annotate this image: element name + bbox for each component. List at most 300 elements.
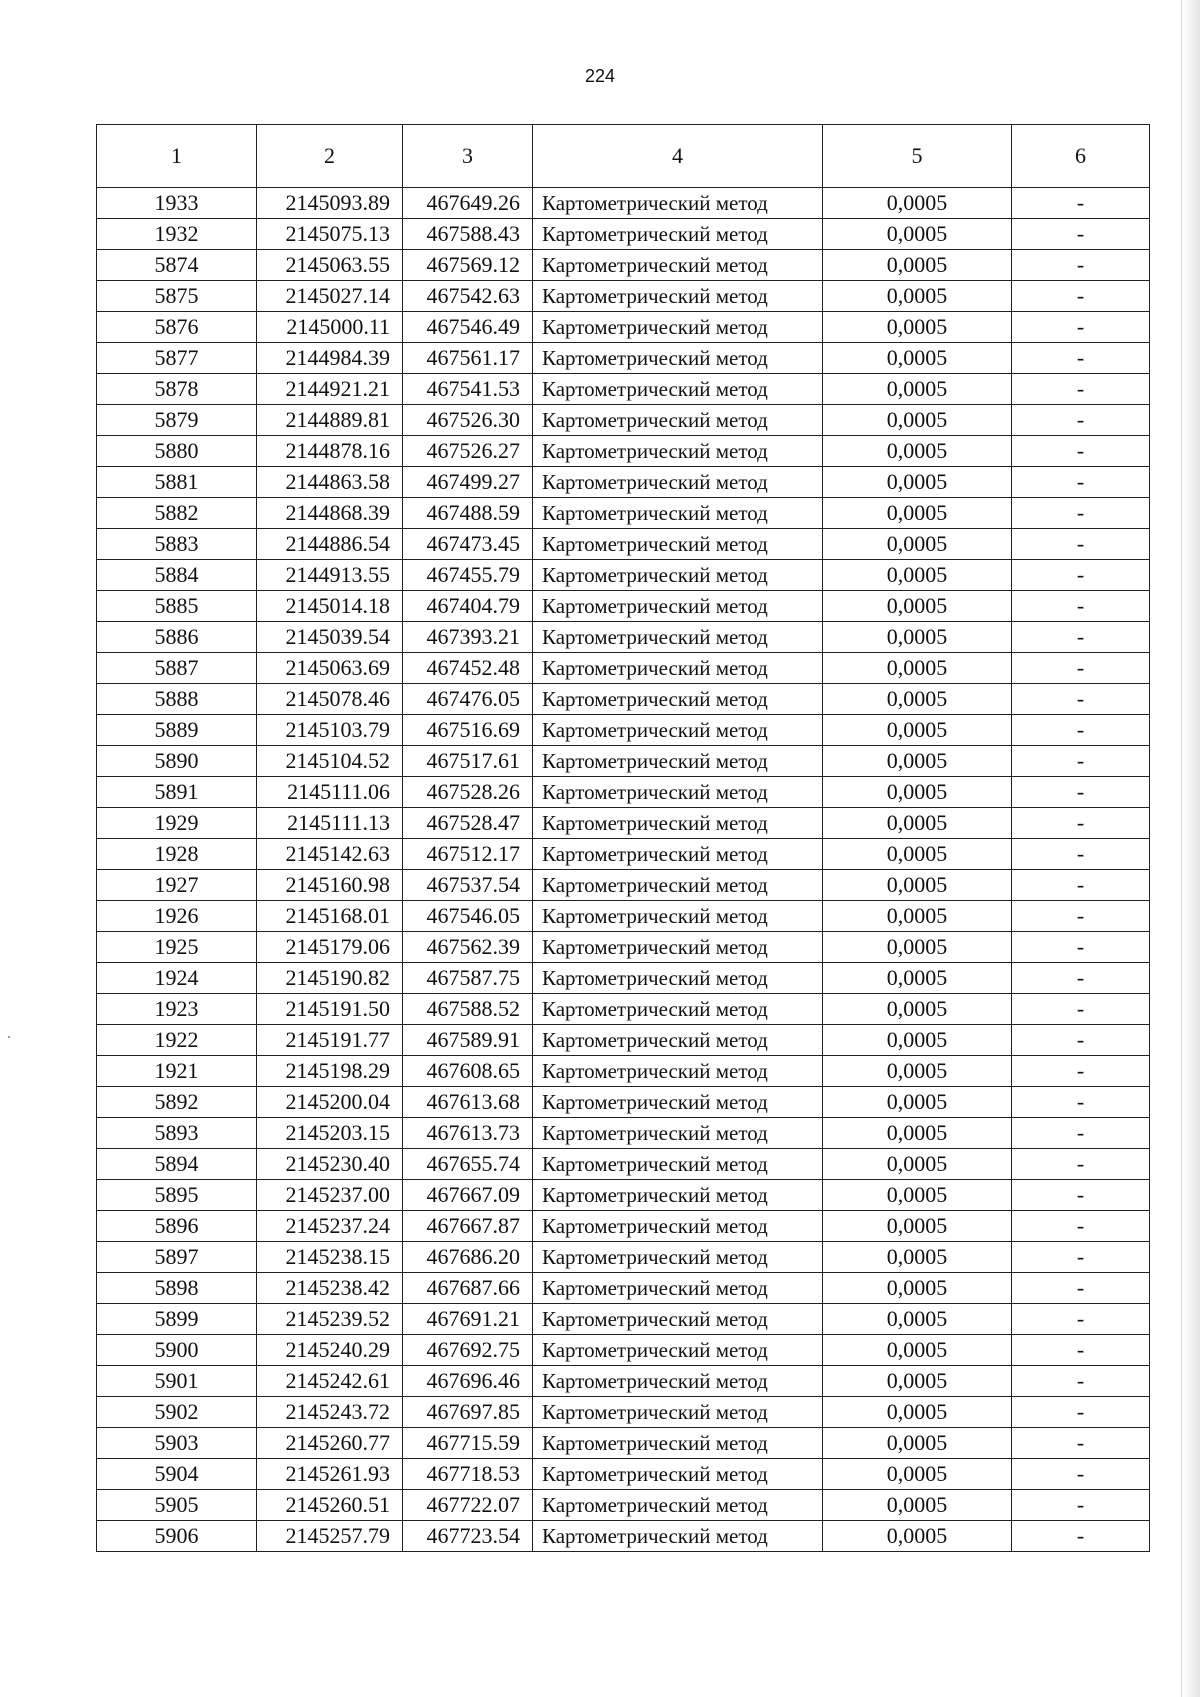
y-coordinate-cell: 467542.63 bbox=[403, 281, 533, 312]
point-number-cell: 5892 bbox=[97, 1087, 257, 1118]
accuracy-cell: 0,0005 bbox=[823, 560, 1012, 591]
point-number-cell: 5895 bbox=[97, 1180, 257, 1211]
x-coordinate-cell: 2144984.39 bbox=[257, 343, 403, 374]
table-row bbox=[97, 1211, 1150, 1242]
note-cell: - bbox=[1012, 684, 1150, 715]
table-row bbox=[97, 808, 1150, 839]
table-row bbox=[97, 653, 1150, 684]
x-coordinate-cell: 2145230.40 bbox=[257, 1149, 403, 1180]
note-cell: - bbox=[1012, 1521, 1150, 1552]
x-coordinate-cell: 2145200.04 bbox=[257, 1087, 403, 1118]
point-number-cell: 5888 bbox=[97, 684, 257, 715]
table-row bbox=[97, 1273, 1150, 1304]
method-cell: Картометрический метод bbox=[533, 250, 823, 281]
point-number-cell: 5883 bbox=[97, 529, 257, 560]
y-coordinate-cell: 467393.21 bbox=[403, 622, 533, 653]
column-header-1: 1 bbox=[97, 125, 257, 188]
note-cell: - bbox=[1012, 1490, 1150, 1521]
table-row bbox=[97, 1428, 1150, 1459]
x-coordinate-cell: 2145260.51 bbox=[257, 1490, 403, 1521]
table-row bbox=[97, 1397, 1150, 1428]
table-row bbox=[97, 467, 1150, 498]
accuracy-cell: 0,0005 bbox=[823, 932, 1012, 963]
x-coordinate-cell: 2145239.52 bbox=[257, 1304, 403, 1335]
accuracy-cell: 0,0005 bbox=[823, 1521, 1012, 1552]
y-coordinate-cell: 467546.05 bbox=[403, 901, 533, 932]
table-row bbox=[97, 1459, 1150, 1490]
note-cell: - bbox=[1012, 870, 1150, 901]
method-cell: Картометрический метод bbox=[533, 1521, 823, 1552]
table-row bbox=[97, 1366, 1150, 1397]
point-number-cell: 1929 bbox=[97, 808, 257, 839]
page-number: 224 bbox=[584, 66, 616, 86]
note-cell: - bbox=[1012, 1056, 1150, 1087]
note-cell: - bbox=[1012, 560, 1150, 591]
accuracy-cell: 0,0005 bbox=[823, 1118, 1012, 1149]
table-row bbox=[97, 901, 1150, 932]
accuracy-cell: 0,0005 bbox=[823, 1428, 1012, 1459]
note-cell: - bbox=[1012, 1304, 1150, 1335]
y-coordinate-cell: 467541.53 bbox=[403, 374, 533, 405]
point-number-cell: 5874 bbox=[97, 250, 257, 281]
x-coordinate-cell: 2145075.13 bbox=[257, 219, 403, 250]
point-number-cell: 5876 bbox=[97, 312, 257, 343]
y-coordinate-cell: 467569.12 bbox=[403, 250, 533, 281]
point-number-cell: 1933 bbox=[97, 188, 257, 219]
method-cell: Картометрический метод bbox=[533, 901, 823, 932]
accuracy-cell: 0,0005 bbox=[823, 1242, 1012, 1273]
x-coordinate-cell: 2145142.63 bbox=[257, 839, 403, 870]
accuracy-cell: 0,0005 bbox=[823, 684, 1012, 715]
accuracy-cell: 0,0005 bbox=[823, 1397, 1012, 1428]
y-coordinate-cell: 467667.09 bbox=[403, 1180, 533, 1211]
table-header-row bbox=[97, 125, 1150, 188]
accuracy-cell: 0,0005 bbox=[823, 498, 1012, 529]
accuracy-cell: 0,0005 bbox=[823, 746, 1012, 777]
table-row bbox=[97, 188, 1150, 219]
point-number-cell: 5902 bbox=[97, 1397, 257, 1428]
point-number-cell: 1923 bbox=[97, 994, 257, 1025]
point-number-cell: 5901 bbox=[97, 1366, 257, 1397]
y-coordinate-cell: 467404.79 bbox=[403, 591, 533, 622]
accuracy-cell: 0,0005 bbox=[823, 1087, 1012, 1118]
table-row bbox=[97, 994, 1150, 1025]
table-row bbox=[97, 777, 1150, 808]
y-coordinate-cell: 467691.21 bbox=[403, 1304, 533, 1335]
accuracy-cell: 0,0005 bbox=[823, 1490, 1012, 1521]
y-coordinate-cell: 467587.75 bbox=[403, 963, 533, 994]
point-number-cell: 5880 bbox=[97, 436, 257, 467]
method-cell: Картометрический метод bbox=[533, 1242, 823, 1273]
table-row bbox=[97, 560, 1150, 591]
note-cell: - bbox=[1012, 963, 1150, 994]
accuracy-cell: 0,0005 bbox=[823, 1056, 1012, 1087]
y-coordinate-cell: 467528.26 bbox=[403, 777, 533, 808]
point-number-cell: 5879 bbox=[97, 405, 257, 436]
method-cell: Картометрический метод bbox=[533, 219, 823, 250]
note-cell: - bbox=[1012, 622, 1150, 653]
table-row bbox=[97, 932, 1150, 963]
column-header-3: 3 bbox=[403, 125, 533, 188]
note-cell: - bbox=[1012, 436, 1150, 467]
method-cell: Картометрический метод bbox=[533, 1118, 823, 1149]
method-cell: Картометрический метод bbox=[533, 467, 823, 498]
x-coordinate-cell: 2145103.79 bbox=[257, 715, 403, 746]
coordinates-table bbox=[96, 124, 1150, 1552]
point-number-cell: 5893 bbox=[97, 1118, 257, 1149]
point-number-cell: 5903 bbox=[97, 1428, 257, 1459]
method-cell: Картометрический метод bbox=[533, 188, 823, 219]
table-row bbox=[97, 219, 1150, 250]
accuracy-cell: 0,0005 bbox=[823, 250, 1012, 281]
note-cell: - bbox=[1012, 1397, 1150, 1428]
x-coordinate-cell: 2145039.54 bbox=[257, 622, 403, 653]
point-number-cell: 5898 bbox=[97, 1273, 257, 1304]
table-row bbox=[97, 1087, 1150, 1118]
x-coordinate-cell: 2145111.06 bbox=[257, 777, 403, 808]
note-cell: - bbox=[1012, 498, 1150, 529]
point-number-cell: 5877 bbox=[97, 343, 257, 374]
note-cell: - bbox=[1012, 901, 1150, 932]
point-number-cell: 5884 bbox=[97, 560, 257, 591]
point-number-cell: 5887 bbox=[97, 653, 257, 684]
note-cell: - bbox=[1012, 839, 1150, 870]
y-coordinate-cell: 467528.47 bbox=[403, 808, 533, 839]
y-coordinate-cell: 467723.54 bbox=[403, 1521, 533, 1552]
x-coordinate-cell: 2145257.79 bbox=[257, 1521, 403, 1552]
y-coordinate-cell: 467455.79 bbox=[403, 560, 533, 591]
y-coordinate-cell: 467473.45 bbox=[403, 529, 533, 560]
method-cell: Картометрический метод bbox=[533, 1304, 823, 1335]
y-coordinate-cell: 467517.61 bbox=[403, 746, 533, 777]
table-row bbox=[97, 498, 1150, 529]
note-cell: - bbox=[1012, 1149, 1150, 1180]
table-row bbox=[97, 622, 1150, 653]
method-cell: Картометрический метод bbox=[533, 653, 823, 684]
method-cell: Картометрический метод bbox=[533, 746, 823, 777]
method-cell: Картометрический метод bbox=[533, 1211, 823, 1242]
y-coordinate-cell: 467499.27 bbox=[403, 467, 533, 498]
table-row bbox=[97, 374, 1150, 405]
table-row bbox=[97, 963, 1150, 994]
scan-edge-shadow bbox=[1181, 0, 1200, 1697]
accuracy-cell: 0,0005 bbox=[823, 312, 1012, 343]
table-row bbox=[97, 1149, 1150, 1180]
x-coordinate-cell: 2144921.21 bbox=[257, 374, 403, 405]
x-coordinate-cell: 2145078.46 bbox=[257, 684, 403, 715]
method-cell: Картометрический метод bbox=[533, 1056, 823, 1087]
method-cell: Картометрический метод bbox=[533, 777, 823, 808]
table-row bbox=[97, 312, 1150, 343]
x-coordinate-cell: 2144913.55 bbox=[257, 560, 403, 591]
y-coordinate-cell: 467526.30 bbox=[403, 405, 533, 436]
y-coordinate-cell: 467589.91 bbox=[403, 1025, 533, 1056]
accuracy-cell: 0,0005 bbox=[823, 343, 1012, 374]
method-cell: Картометрический метод bbox=[533, 560, 823, 591]
method-cell: Картометрический метод bbox=[533, 1428, 823, 1459]
accuracy-cell: 0,0005 bbox=[823, 839, 1012, 870]
accuracy-cell: 0,0005 bbox=[823, 901, 1012, 932]
point-number-cell: 1926 bbox=[97, 901, 257, 932]
table-row bbox=[97, 405, 1150, 436]
note-cell: - bbox=[1012, 281, 1150, 312]
y-coordinate-cell: 467613.73 bbox=[403, 1118, 533, 1149]
x-coordinate-cell: 2145160.98 bbox=[257, 870, 403, 901]
accuracy-cell: 0,0005 bbox=[823, 870, 1012, 901]
x-coordinate-cell: 2144878.16 bbox=[257, 436, 403, 467]
y-coordinate-cell: 467722.07 bbox=[403, 1490, 533, 1521]
note-cell: - bbox=[1012, 932, 1150, 963]
column-header-4: 4 bbox=[533, 125, 823, 188]
table-row bbox=[97, 1118, 1150, 1149]
accuracy-cell: 0,0005 bbox=[823, 1149, 1012, 1180]
x-coordinate-cell: 2145063.55 bbox=[257, 250, 403, 281]
table-row bbox=[97, 684, 1150, 715]
y-coordinate-cell: 467696.46 bbox=[403, 1366, 533, 1397]
note-cell: - bbox=[1012, 808, 1150, 839]
table-row bbox=[97, 343, 1150, 374]
point-number-cell: 5900 bbox=[97, 1335, 257, 1366]
x-coordinate-cell: 2145027.14 bbox=[257, 281, 403, 312]
y-coordinate-cell: 467476.05 bbox=[403, 684, 533, 715]
x-coordinate-cell: 2145000.11 bbox=[257, 312, 403, 343]
method-cell: Картометрический метод bbox=[533, 591, 823, 622]
note-cell: - bbox=[1012, 312, 1150, 343]
method-cell: Картометрический метод bbox=[533, 1180, 823, 1211]
column-header-5: 5 bbox=[823, 125, 1012, 188]
table-row bbox=[97, 250, 1150, 281]
x-coordinate-cell: 2145237.24 bbox=[257, 1211, 403, 1242]
table-row bbox=[97, 1490, 1150, 1521]
method-cell: Картометрический метод bbox=[533, 436, 823, 467]
note-cell: - bbox=[1012, 1087, 1150, 1118]
method-cell: Картометрический метод bbox=[533, 839, 823, 870]
x-coordinate-cell: 2145238.42 bbox=[257, 1273, 403, 1304]
note-cell: - bbox=[1012, 1428, 1150, 1459]
point-number-cell: 5878 bbox=[97, 374, 257, 405]
accuracy-cell: 0,0005 bbox=[823, 777, 1012, 808]
point-number-cell: 5906 bbox=[97, 1521, 257, 1552]
x-coordinate-cell: 2145191.77 bbox=[257, 1025, 403, 1056]
method-cell: Картометрический метод bbox=[533, 1397, 823, 1428]
method-cell: Картометрический метод bbox=[533, 312, 823, 343]
y-coordinate-cell: 467452.48 bbox=[403, 653, 533, 684]
note-cell: - bbox=[1012, 1242, 1150, 1273]
y-coordinate-cell: 467687.66 bbox=[403, 1273, 533, 1304]
point-number-cell: 5905 bbox=[97, 1490, 257, 1521]
x-coordinate-cell: 2144889.81 bbox=[257, 405, 403, 436]
note-cell: - bbox=[1012, 777, 1150, 808]
table-row bbox=[97, 591, 1150, 622]
point-number-cell: 1924 bbox=[97, 963, 257, 994]
note-cell: - bbox=[1012, 405, 1150, 436]
table-row bbox=[97, 1242, 1150, 1273]
accuracy-cell: 0,0005 bbox=[823, 1459, 1012, 1490]
point-number-cell: 1932 bbox=[97, 219, 257, 250]
table-row bbox=[97, 870, 1150, 901]
x-coordinate-cell: 2145240.29 bbox=[257, 1335, 403, 1366]
point-number-cell: 1925 bbox=[97, 932, 257, 963]
method-cell: Картометрический метод bbox=[533, 374, 823, 405]
method-cell: Картометрический метод bbox=[533, 1273, 823, 1304]
method-cell: Картометрический метод bbox=[533, 343, 823, 374]
x-coordinate-cell: 2145243.72 bbox=[257, 1397, 403, 1428]
accuracy-cell: 0,0005 bbox=[823, 467, 1012, 498]
x-coordinate-cell: 2145198.29 bbox=[257, 1056, 403, 1087]
note-cell: - bbox=[1012, 1366, 1150, 1397]
x-coordinate-cell: 2144886.54 bbox=[257, 529, 403, 560]
y-coordinate-cell: 467686.20 bbox=[403, 1242, 533, 1273]
y-coordinate-cell: 467488.59 bbox=[403, 498, 533, 529]
method-cell: Картометрический метод bbox=[533, 1366, 823, 1397]
y-coordinate-cell: 467697.85 bbox=[403, 1397, 533, 1428]
method-cell: Картометрический метод bbox=[533, 281, 823, 312]
accuracy-cell: 0,0005 bbox=[823, 808, 1012, 839]
accuracy-cell: 0,0005 bbox=[823, 281, 1012, 312]
x-coordinate-cell: 2144868.39 bbox=[257, 498, 403, 529]
method-cell: Картометрический метод bbox=[533, 715, 823, 746]
y-coordinate-cell: 467537.54 bbox=[403, 870, 533, 901]
accuracy-cell: 0,0005 bbox=[823, 715, 1012, 746]
note-cell: - bbox=[1012, 591, 1150, 622]
point-number-cell: 5882 bbox=[97, 498, 257, 529]
note-cell: - bbox=[1012, 746, 1150, 777]
table-row bbox=[97, 1025, 1150, 1056]
x-coordinate-cell: 2145203.15 bbox=[257, 1118, 403, 1149]
point-number-cell: 5885 bbox=[97, 591, 257, 622]
y-coordinate-cell: 467546.49 bbox=[403, 312, 533, 343]
y-coordinate-cell: 467649.26 bbox=[403, 188, 533, 219]
note-cell: - bbox=[1012, 188, 1150, 219]
method-cell: Картометрический метод bbox=[533, 1149, 823, 1180]
y-coordinate-cell: 467655.74 bbox=[403, 1149, 533, 1180]
table-row bbox=[97, 1335, 1150, 1366]
note-cell: - bbox=[1012, 1025, 1150, 1056]
accuracy-cell: 0,0005 bbox=[823, 529, 1012, 560]
x-coordinate-cell: 2145093.89 bbox=[257, 188, 403, 219]
method-cell: Картометрический метод bbox=[533, 963, 823, 994]
point-number-cell: 1928 bbox=[97, 839, 257, 870]
y-coordinate-cell: 467588.43 bbox=[403, 219, 533, 250]
accuracy-cell: 0,0005 bbox=[823, 1211, 1012, 1242]
accuracy-cell: 0,0005 bbox=[823, 188, 1012, 219]
point-number-cell: 1927 bbox=[97, 870, 257, 901]
method-cell: Картометрический метод bbox=[533, 498, 823, 529]
note-cell: - bbox=[1012, 374, 1150, 405]
method-cell: Картометрический метод bbox=[533, 405, 823, 436]
point-number-cell: 5891 bbox=[97, 777, 257, 808]
accuracy-cell: 0,0005 bbox=[823, 219, 1012, 250]
accuracy-cell: 0,0005 bbox=[823, 1180, 1012, 1211]
x-coordinate-cell: 2145014.18 bbox=[257, 591, 403, 622]
column-header-6: 6 bbox=[1012, 125, 1150, 188]
note-cell: - bbox=[1012, 1118, 1150, 1149]
method-cell: Картометрический метод bbox=[533, 1087, 823, 1118]
point-number-cell: 5886 bbox=[97, 622, 257, 653]
table-body bbox=[97, 188, 1150, 1552]
note-cell: - bbox=[1012, 1459, 1150, 1490]
accuracy-cell: 0,0005 bbox=[823, 436, 1012, 467]
table-row bbox=[97, 1056, 1150, 1087]
x-coordinate-cell: 2145261.93 bbox=[257, 1459, 403, 1490]
y-coordinate-cell: 467667.87 bbox=[403, 1211, 533, 1242]
table-row bbox=[97, 839, 1150, 870]
accuracy-cell: 0,0005 bbox=[823, 591, 1012, 622]
x-coordinate-cell: 2144863.58 bbox=[257, 467, 403, 498]
method-cell: Картометрический метод bbox=[533, 684, 823, 715]
table-row bbox=[97, 1180, 1150, 1211]
note-cell: - bbox=[1012, 1335, 1150, 1366]
note-cell: - bbox=[1012, 467, 1150, 498]
point-number-cell: 5889 bbox=[97, 715, 257, 746]
accuracy-cell: 0,0005 bbox=[823, 374, 1012, 405]
point-number-cell: 5897 bbox=[97, 1242, 257, 1273]
scan-speck bbox=[8, 1036, 10, 1038]
point-number-cell: 5904 bbox=[97, 1459, 257, 1490]
method-cell: Картометрический метод bbox=[533, 808, 823, 839]
x-coordinate-cell: 2145191.50 bbox=[257, 994, 403, 1025]
accuracy-cell: 0,0005 bbox=[823, 1025, 1012, 1056]
point-number-cell: 5894 bbox=[97, 1149, 257, 1180]
note-cell: - bbox=[1012, 219, 1150, 250]
point-number-cell: 5875 bbox=[97, 281, 257, 312]
note-cell: - bbox=[1012, 529, 1150, 560]
x-coordinate-cell: 2145190.82 bbox=[257, 963, 403, 994]
y-coordinate-cell: 467608.65 bbox=[403, 1056, 533, 1087]
y-coordinate-cell: 467516.69 bbox=[403, 715, 533, 746]
method-cell: Картометрический метод bbox=[533, 932, 823, 963]
accuracy-cell: 0,0005 bbox=[823, 653, 1012, 684]
accuracy-cell: 0,0005 bbox=[823, 1273, 1012, 1304]
y-coordinate-cell: 467512.17 bbox=[403, 839, 533, 870]
y-coordinate-cell: 467588.52 bbox=[403, 994, 533, 1025]
table-row bbox=[97, 746, 1150, 777]
x-coordinate-cell: 2145179.06 bbox=[257, 932, 403, 963]
column-header-2: 2 bbox=[257, 125, 403, 188]
note-cell: - bbox=[1012, 343, 1150, 374]
x-coordinate-cell: 2145260.77 bbox=[257, 1428, 403, 1459]
y-coordinate-cell: 467715.59 bbox=[403, 1428, 533, 1459]
x-coordinate-cell: 2145111.13 bbox=[257, 808, 403, 839]
method-cell: Картометрический метод bbox=[533, 1335, 823, 1366]
accuracy-cell: 0,0005 bbox=[823, 1335, 1012, 1366]
method-cell: Картометрический метод bbox=[533, 1025, 823, 1056]
y-coordinate-cell: 467561.17 bbox=[403, 343, 533, 374]
table-row bbox=[97, 1521, 1150, 1552]
point-number-cell: 5899 bbox=[97, 1304, 257, 1335]
point-number-cell: 1922 bbox=[97, 1025, 257, 1056]
y-coordinate-cell: 467613.68 bbox=[403, 1087, 533, 1118]
x-coordinate-cell: 2145242.61 bbox=[257, 1366, 403, 1397]
method-cell: Картометрический метод bbox=[533, 529, 823, 560]
point-number-cell: 5881 bbox=[97, 467, 257, 498]
point-number-cell: 5890 bbox=[97, 746, 257, 777]
note-cell: - bbox=[1012, 1211, 1150, 1242]
method-cell: Картометрический метод bbox=[533, 622, 823, 653]
x-coordinate-cell: 2145104.52 bbox=[257, 746, 403, 777]
y-coordinate-cell: 467526.27 bbox=[403, 436, 533, 467]
note-cell: - bbox=[1012, 994, 1150, 1025]
x-coordinate-cell: 2145238.15 bbox=[257, 1242, 403, 1273]
accuracy-cell: 0,0005 bbox=[823, 963, 1012, 994]
x-coordinate-cell: 2145063.69 bbox=[257, 653, 403, 684]
note-cell: - bbox=[1012, 250, 1150, 281]
note-cell: - bbox=[1012, 653, 1150, 684]
note-cell: - bbox=[1012, 1273, 1150, 1304]
table-row bbox=[97, 715, 1150, 746]
y-coordinate-cell: 467562.39 bbox=[403, 932, 533, 963]
note-cell: - bbox=[1012, 1180, 1150, 1211]
